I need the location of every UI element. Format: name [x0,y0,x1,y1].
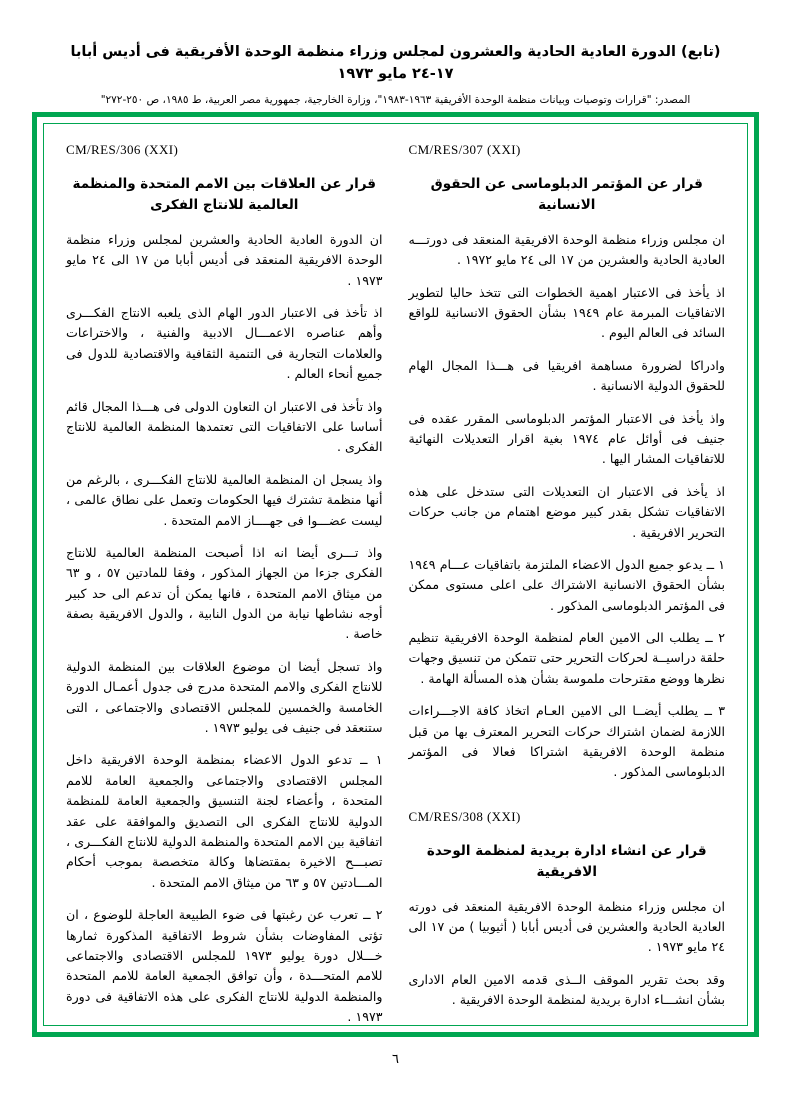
paragraph: وقد بحث تقرير الموقف الــذى قدمه الامين العام الادارى بشأن انشـــاء ادارة بريدية لمنظمة الوحدة الافريقية . [408,971,725,1008]
paragraph: ١ ــ تدعو الدول الاعضاء بمنظمة الوحدة الافريقية داخل المجلس الاقتصادى والاجتماعى والجمعية العامة للامم المتحدة ، وأعضاء لجنة التنسيق والجمعية العامة للمنظمة الدولية للانتاج الفكرى الى التصديق والموافقة على عقد اتفاقية بين الامم المتحدة والمنظمة الدولية للانتاج الفكـــرى ، تصبـــح الاخيرة بمقتضاها وكالة متخصصة بموجب أحكام المـــادتين ٥٧ و ٦٣ من ميثاق الامم المتحدة . [66,752,383,890]
paragraph: اذ تأخذ فى الاعتبار الدور الهام الذى يلعبه الانتاج الفكـــرى وأهم عناصره الاعمـــال الادبية والفنية ، والاختراعات والعلامات التجارية فى التنمية الثقافية والاقتصادية للدول فى جميع أنحاء العالم . [66,305,383,382]
paragraph: واذ تسجل أيضا ان موضوع العلاقات بين المنظمة الدولية للانتاج الفكرى والامم المتحدة مدرج فى جدول أعمـال الدورة الخامسة والخمسين للمجلس الاقتصادى والاجتماعى ، التى ستنعقد فى جنيف فى يوليو ١٩٧٣ . [66,658,383,736]
page-number: ٦ [392,1052,399,1067]
green-border-frame [32,112,759,1037]
column-right [409,142,726,1015]
paragraph: ٢ ــ يطلب الى الامين العام لمنظمة الوحدة الافريقية تنظيم حلقة دراسيــة لحركات التحرير حتى تتمكن من تنسيق وجهات نظرها ووضع مقترحات ملموسة بشأن هذه المسألة الهامة . [408,630,725,686]
paragraph: ان الدورة العادية الحادية والعشرين لمجلس وزراء منظمة الوحدة الافريقية المنعقد فى أديس أبابا من ١٧ الى ٢٤ مايو ١٩٧٣ . [66,231,383,288]
resolution-code-307: CM/RES/307 (XXI) [408,142,521,157]
resolution-title-306: قرار عن العلاقات بين الامم المتحدة والمنظمة العالمية للانتاج الفكرى [72,176,376,213]
paragraph: واذ تـــرى أيضا انه اذا أصبحت المنظمة العالمية للانتاج الفكرى جزءا من الجهاز المذكور ، وفقا للمادتين ٥٧ ، و ٦٣ من ميثاق الامم المتحدة ، فانها يمكن أن تدعم الى حد كبير أوجه نشاطها نيابة من الدول النابية ، والدول الافريقية بصفة خاصة . [66,544,383,642]
resolution-code-306: CM/RES/306 (XXI) [66,142,179,157]
paragraph: ٣ ــ يطلب أيضــا الى الامين العـام اتخاذ كافة الاجـــراءات اللازمة لضمان اشتراك حركات التحرير المعترف بها من قبل منظمة الوحدة الافريقية اشتراكا فعالا فى المؤتمر الدبلوماسى المذكور . [408,703,725,780]
two-column-body [66,142,726,1025]
resolution-title-307: قرار عن المؤتمر الدبلوماسى عن الحقوق الانسانية [430,176,703,213]
paragraph: ان مجلس وزراء منظمة الوحدة الافريقية المنعقد فى دورتـــه العادية الحادية والعشرين من ١٧ الى ٢٤ مايو ١٩٧٢ . [408,231,725,268]
column-left [66,142,383,1025]
page-header [0,0,791,108]
paragraph: ٢ ــ تعرب عن رغبتها فى ضوء الطبيعة العاجلة للوضوع ، ان تؤتى المفاوضات بشأن شروط الاتفاقية المذكورة ثمارها خـــلال دورة يوليو ١٩٧٣ للمجلس الاقتصادى والاجتماعى للامم المتحـــدة ، وأن توافق الجمعية العامة للامم المتحدة والمنظمة الدولية للانتاج الفكرى على هذه الاتفاقية فى دورة ١٩٧٣ . [66,907,383,1025]
resolution-code-308: CM/RES/308 (XXI) [408,808,521,824]
paragraph: اذ يأخذ فى الاعتبار ان التعديلات التى ستدخل على هذه الاتفاقيات تشكل بقدر كبير موضع اهتمام من جانب حركات التحرير الافريقية . [408,483,725,540]
paragraph: وادراكا لضرورة مساهمة افريقيا فى هـــذا المجال الهام للحقوق الدولية الانسانية . [408,357,725,394]
resolution-title-308: قرار عن انشاء ادارة بريدية لمنظمة الوحدة الافريقية [426,842,707,880]
paragraph: اذ يأخذ فى الاعتبار اهمية الخطوات التى تتخذ حاليا لتطوير الاتفاقيات المبرمة عام ١٩٤٩ بشأن الحقوق الانسانية للواقع السائد فى العالم اليوم . [408,284,725,341]
paragraph: واذ يسجل ان المنظمة العالمية للانتاج الفكـــرى ، بالرغم من أنها منظمة تشترك فيها الحكومات وتعمل على نطاق عالمى ، ليست عضـــوا فى جهــــاز الامم المتحدة . [66,471,383,528]
frame-inner [43,123,748,1026]
paragraph: واذ يأخذ فى الاعتبار المؤتمر الدبلوماسى المقرر عقده فى جنيف فى أوائل عام ١٩٧٤ بغية اقرار التعديلات النهائية للاتفاقيات المشار اليها . [408,410,725,467]
paragraph: واذ تأخذ فى الاعتبار ان التعاون الدولى فى هـــذا المجال قائم أساسا على الاتفاقيات التى تعتمدها المنظمة العالمية للانتاج الفكرى . [66,398,383,455]
paragraph: ١ ــ يدعو جميع الدول الاعضاء الملتزمة باتفاقيات عـــام ١٩٤٩ بشأن الحقوق الانسانية الاشتراك على اعلى مستوى ممكن فى المؤتمر الدبلوماسى المذكور . [408,556,725,613]
page-title: (تابع) الدورة العادية الحادية والعشرون لمجلس وزراء منظمة الوحدة الأفريقية فى أديس أبابا ١٧-٢٤ مايو ١٩٧٣ [70,44,721,82]
paragraph: ان مجلس وزراء منظمة الوحدة الافريقية المنعقد فى دورته العادية الحادية والعشرين فى أديس أبابا ( أثيوبيا ) من ١٧ الى ٢٤ مايو ١٩٧٣ . [408,898,726,955]
source-note: المصدر: "قرارات وتوصيات وبيانات منظمة الوحدة الأفريقية ١٩٦٣-١٩٨٣"، وزارة الخارجية، جمهورية مصر العربية، ط ١٩٨٥، ص ٢٥٠-٢٧٢" [100,93,691,106]
